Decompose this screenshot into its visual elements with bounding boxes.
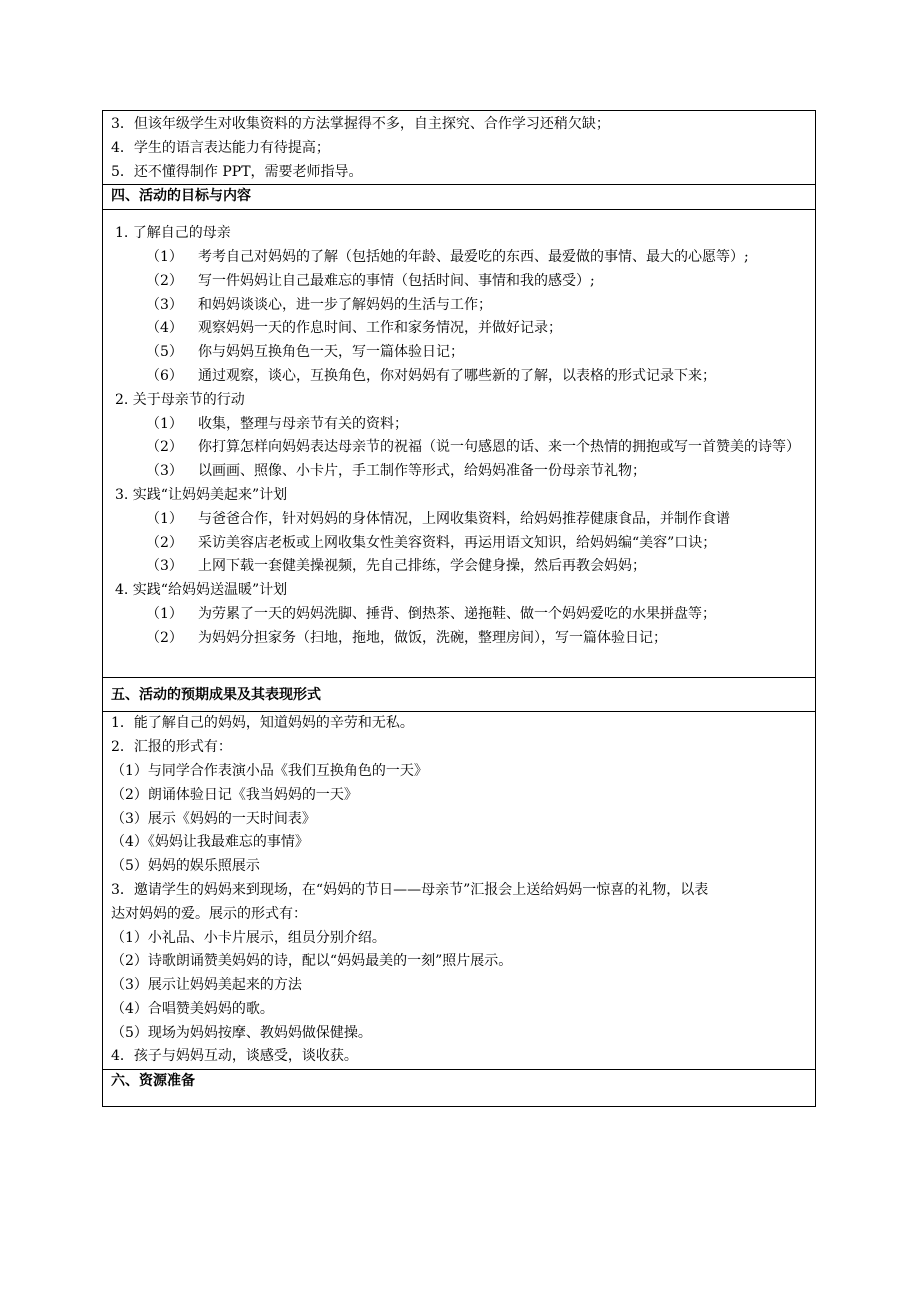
goal-item [103, 627, 815, 651]
outcome-line: （1）小礼品、小卡片展示，组员分别介绍。 [111, 929, 386, 946]
goal-item [103, 413, 815, 437]
outcome-line: 3．邀请学生的妈妈来到现场，在“妈妈的节日——母亲节”汇报会上送给妈妈一惊喜的礼物，以表 [111, 881, 709, 898]
section3-line: 3．但该年级学生对收集资料的方法掌握得不多，自主探究、合作学习还稍欠缺； [111, 116, 610, 132]
goal-item-number: （2） [146, 272, 183, 289]
goal-item-number: （2） [146, 629, 183, 646]
goal-item-number: （2） [146, 439, 183, 456]
outcome-line: （3）展示让妈妈美起来的方法 [111, 977, 302, 994]
section3-line: 4．学生的语言表达能力有待提高； [111, 139, 330, 156]
section3-tail-cell [103, 111, 815, 184]
goal-item-number: （2） [146, 534, 183, 551]
outcome-line: （3）展示《妈妈的一天时间表》 [111, 810, 316, 827]
goal-item-number: （3） [146, 463, 183, 480]
goal-item-number: （5） [146, 344, 183, 361]
goal-item-text: 和妈妈谈谈心，进一步了解妈妈的生活与工作； [198, 296, 492, 313]
goal-item-text: 写一件妈妈让自己最难忘的事情（包括时间、事情和我的感受）; [198, 272, 595, 289]
goal-heading: 1. 了解自己的母亲 [115, 225, 231, 242]
outcome-line: （1）与同学合作表演小品《我们互换角色的一天》 [111, 762, 428, 779]
outcome-line: （5）现场为妈妈按摩、教妈妈做保健操。 [111, 1024, 372, 1041]
goal-item [103, 436, 815, 460]
goal-item-text: 以画画、照像、小卡片，手工制作等形式，给妈妈准备一份母亲节礼物； [198, 463, 646, 480]
section4-content-cell [103, 209, 815, 676]
goal-item-text: 你与妈妈互换角色一天，写一篇体验日记； [198, 344, 464, 361]
goal-item-number: （1） [146, 248, 183, 265]
goal-item [103, 603, 815, 627]
goal-item-number: （1） [146, 415, 183, 432]
outcome-line: （4）合唱赞美妈妈的歌。 [111, 1000, 274, 1017]
goal-heading: 2. 关于母亲节的行动 [115, 391, 245, 408]
section6-title: 六、资源准备 [111, 1073, 195, 1090]
goal-item-text: 与爸爸合作，针对妈妈的身体情况，上网收集资料，给妈妈推荐健康食品，并制作食谱 [198, 510, 730, 527]
goal-item-text: 收集，整理与母亲节有关的资料； [198, 415, 408, 432]
outcome-line: （4）《妈妈让我最难忘的事情》 [111, 834, 309, 851]
goal-heading: 4. 实践“给妈妈送温暖”计划 [115, 582, 288, 599]
goal-item-text: 考考自己对妈妈的了解（包括她的年龄、最爱吃的东西、最爱做的事情、最大的心愿等）; [198, 248, 749, 265]
section4-title: 四、活动的目标与内容 [111, 188, 251, 205]
goal-item-number: （6） [146, 367, 183, 384]
goal-item [103, 317, 815, 341]
section4-header-cell [103, 184, 815, 209]
goal-item [103, 555, 815, 579]
goal-item-number: （4） [146, 320, 183, 337]
outcome-line: 2．汇报的形式有： [111, 739, 232, 756]
goal-item-text: 为劳累了一天的妈妈洗脚、捶背、倒热茶、递拖鞋、做一个妈妈爱吃的水果拼盘等； [198, 605, 716, 622]
plan-table [102, 110, 816, 1107]
section5-header-cell [103, 677, 815, 712]
outcome-line: 4．孩子与妈妈互动，谈感受，谈收获。 [111, 1048, 358, 1065]
outcome-line: 达对妈妈的爱。展示的形式有： [111, 905, 307, 922]
goal-item [103, 246, 815, 270]
goal-item-text: 观察妈妈一天的作息时间、工作和家务情况，并做好记录； [198, 320, 562, 337]
goal-item [103, 532, 815, 556]
goal-item-text: 上网下载一套健美操视频，先自己排练，学会健身操，然后再教会妈妈； [198, 558, 646, 575]
section5-title: 五、活动的预期成果及其表现形式 [111, 686, 321, 703]
outcome-line: 1．能了解自己的妈妈，知道妈妈的辛劳和无私。 [111, 715, 414, 732]
section3-line: 5．还不懂得制作 PPT，需要老师指导。 [111, 163, 363, 180]
goal-item-number: （3） [146, 296, 183, 313]
section5-content-cell [103, 711, 815, 1069]
section6-header-cell [103, 1069, 815, 1106]
goal-item-number: （1） [146, 605, 183, 622]
goal-item-number: （3） [146, 558, 183, 575]
goal-item [103, 270, 815, 294]
outcome-line: （2）诗歌朗诵赞美妈妈的诗，配以“妈妈最美的一刻”照片展示。 [111, 953, 513, 970]
goal-heading: 3. 实践“让妈妈美起来”计划 [115, 486, 288, 503]
goal-item [103, 365, 815, 389]
goal-item-text: 通过观察，谈心，互换角色，你对妈妈有了哪些新的了解，以表格的形式记录下来； [198, 367, 716, 384]
goal-item-text: 为妈妈分担家务（扫地，拖地，做饭，洗碗，整理房间），写一篇体验日记； [198, 629, 667, 646]
goal-item [103, 341, 815, 365]
goal-item-text: 采访美容店老板或上网收集女性美容资料，再运用语文知识，给妈妈编“美容”口诀； [198, 534, 717, 551]
goal-item-number: （1） [146, 510, 183, 527]
goal-item [103, 460, 815, 484]
goal-item-text: 你打算怎样向妈妈表达母亲节的祝福（说一句感恩的话、来一个热情的拥抱或写一首赞美的诗等） [198, 439, 800, 456]
outcome-line: （5）妈妈的娱乐照展示 [111, 858, 260, 875]
outcome-line: （2）朗诵体验日记《我当妈妈的一天》 [111, 786, 358, 803]
goal-item [103, 508, 815, 532]
goal-item [103, 294, 815, 318]
